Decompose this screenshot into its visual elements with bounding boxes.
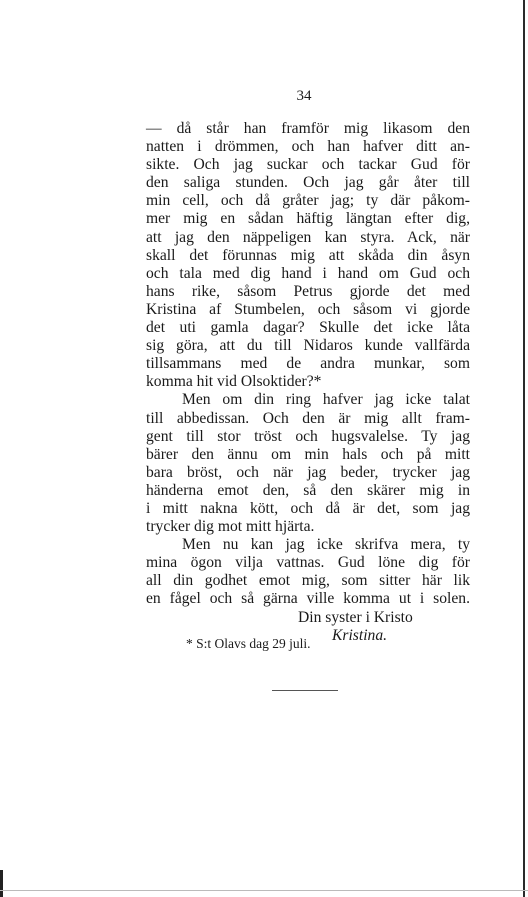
page-edge-right — [523, 0, 525, 897]
text-line: Kristina af Stumbelen, och såsom vi gjorde — [146, 300, 470, 318]
text-line: natten i drömmen, och han hafver ditt an- — [146, 138, 470, 156]
text-line: till abbedissan. Och den är mig allt fram- — [146, 409, 470, 427]
page-edge-left — [0, 870, 3, 897]
text-line: i mitt nakna kött, och då är det, som jag — [146, 499, 470, 517]
paragraph-start-line: Men nu kan jag icke skrifva mera, ty — [182, 536, 470, 554]
text-line: att jag den näppeligen kan styra. Ack, när — [146, 228, 470, 246]
text-line: skall det förunnas mig att skåda din åsyn — [146, 246, 470, 264]
text-line: sikte. Och jag suckar och tackar Gud för — [146, 156, 470, 174]
text-line: gent till stor tröst och hugsvalelse. Ty jag — [146, 427, 470, 445]
letter-signature: Kristina. — [332, 626, 388, 644]
letter-closing: Din syster i Kristo — [298, 608, 413, 626]
text-line: sig göra, att du till Nidaros kunde vallfärda — [146, 337, 470, 355]
text-line: bärer den ännu om min hals och på mitt — [146, 445, 470, 463]
text-line: det uti gamla dagar? Skulle det icke låta — [146, 319, 470, 337]
text-line: den saliga stunden. Och jag går åter till — [146, 174, 470, 192]
text-line: — då står han framför mig likasom den — [146, 120, 470, 137]
text-line: all din godhet emot mig, som sitter här lik — [146, 572, 470, 590]
text-line: och tala med dig hand i hand om Gud och — [146, 264, 470, 282]
paragraph-start-line: Men om din ring hafver jag icke talat — [182, 391, 470, 409]
text-line: bara bröst, och när jag beder, trycker jag — [146, 463, 470, 481]
text-line: tillsammans med de andra munkar, som — [146, 355, 470, 373]
letter-body — [146, 120, 470, 645]
page-number: 34 — [296, 88, 312, 104]
text-line: mina ögon vilja vattnas. Gud löne dig för — [146, 554, 470, 572]
footnote: * S:t Olavs dag 29 juli. — [186, 636, 311, 651]
text-line: mer mig en sådan häftig längtan efter dig, — [146, 210, 470, 228]
text-line: händerna emot den, så den skärer mig in — [146, 481, 470, 499]
text-line: hans rike, såsom Petrus gjorde det med — [146, 282, 470, 300]
text-line: min cell, och då gråter jag; ty där påkom- — [146, 192, 470, 210]
page-edge-bottom — [0, 890, 528, 891]
text-line: en fågel och så gärna ville komma ut i solen. — [146, 590, 470, 608]
text-line: komma hit vid Olsoktider?* — [146, 373, 322, 391]
text-line: trycker dig mot mitt hjärta. — [146, 518, 315, 536]
section-divider — [272, 690, 338, 691]
